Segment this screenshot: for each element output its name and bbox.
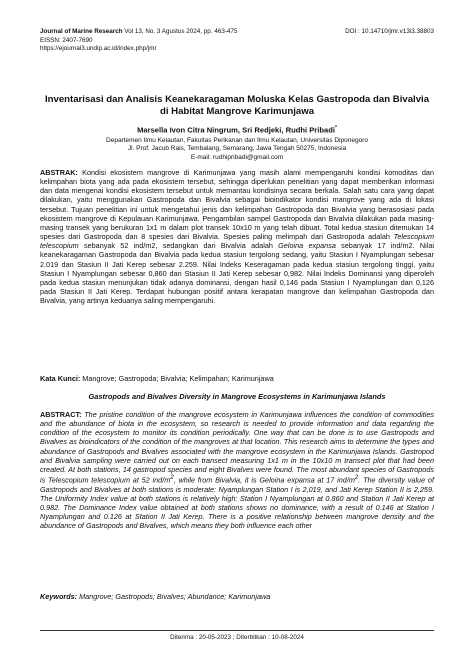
abstract-en-label: ABSTRACT: [40, 410, 82, 419]
keywords-en-label: Keywords: [40, 592, 78, 601]
doi[interactable]: DOI : 10.14710/jmr.v13i3.38803 [345, 28, 434, 35]
abstract-id-species-2: Geloina expansa [278, 241, 336, 251]
affiliation [40, 137, 434, 162]
affiliation-department: Departemen Ilmu Kelautan, Fakultas Perikanan dan Ilmu Kelautan, Universitas Diponegoro [106, 137, 368, 144]
abstract-en-superscript-1: 2 [170, 475, 174, 482]
abstract-indonesian [40, 168, 434, 305]
keywords-indonesian [40, 374, 434, 383]
affiliation-address: Jl. Prof. Jacub Rais, Tembalang, Semarang, Jawa Tengah 50275, Indonesia [127, 145, 347, 153]
abstract-id-text-3: sebanyak 17 ind/m2. Nilai keanekaragaman Gastropoda dan Bivalvia pada kedua stasiun tergolong sedang, yaitu Stasiun I Nyamplungan sebesar 2.019 dan Stasiun II Jati Kerep sebesar 2.259. Nilai Indeks Keseragaman pada kedua stasiun tergolong tinggi, yaitu Stasiun I Nyamplungan sebesar 0,860 dan Stasiun II Jati Kerep sebesar 0,982. Nilai Indeks Dominansi yang diperoleh pada kedua stasiun menunjukan tidak adanya dominansi, dengan hasil 0,146 pada Stasiun I Nyamplungan dan 0,126 pada Stasiun II Jati Kerep. Terdapat hubungan positif antara kerapatan mangrove dan kelimpahan Gastropoda dan Bivalvia, yang artinya keduanya saling mempengaruhi. [40, 241, 434, 306]
abstract-id-species-1: Telescopium telescopium [40, 232, 434, 251]
journal-citation [40, 28, 237, 37]
keywords-english [40, 592, 434, 601]
article-title: Inventarisasi dan Analisis Keanekaragaman Moluska Kelas Gastropoda dan Bivalvia di Habitat Mangrove Karimunjawa [44, 94, 430, 117]
corresponding-author-mark: * [334, 125, 337, 131]
abstract-english [40, 410, 434, 530]
keywords-id-label: Kata Kunci: [40, 374, 81, 383]
footer-divider [40, 630, 434, 631]
journal-header [40, 28, 237, 54]
english-title: Gastropods and Bivalves Diversity in Mangrove Ecosystems in Karimunjawa Islands [88, 392, 386, 401]
abstract-id-label: ABSTRAK: [40, 168, 78, 177]
journal-issue: Vol 13, No. 3 Agustus 2024, pp. 463-475 [122, 28, 238, 35]
abstract-id-text-1: Kondisi ekosistem mangrove di Karimunjawa yang masih alami mempengaruhi kondisi komoditas dan kelimpahan biota yang ada pada ekosistem tersebut, sehingga diperlukan penelitian yang dapat memberikan informasi dan data mengenai kondisi ekosistem tersebut untuk memantau kondisinya secara berkala. Salah satu cara yang dapat dilakukan, yaitu menggunakan Gastropoda dan Bivalvia sebagai bioindikator kondisi mangrove yang ada di lokasi tersebut. Tujuan penelitian ini untuk mengetahui jenis dan kelimpahan Gastropoda dan Bivalvia yang berasosiasi pada ekosistem mangrove di Kepulauan Karimunjawa. Pengambilan sampel Gastropoda dan Bivalvia dilakukan pada masing-masing transek yang berukuran 1x1 m dalam plot transek 10x10 m yang telah dibuat. Total kedua stasiun ditemukan 14 spesies dari Gastropoda dan 8 spesies dari Bivalvia. Spesies paling melimpah dari Gastropoda adalah [40, 168, 434, 242]
authors-text: Marsella Ivon Citra Ningrum, Sri Redjeki, Rudhi Pribadi [137, 125, 335, 135]
abstract-en-text-1: The pristine condition of the mangrove ecosystem in Karimunjawa influences the condition of commodities and the abundance of biota in the ecosystem, so research is needed to provide information and data regarding the condition of the ecosystem to monitor its condition periodically. One way that can be done is to use Gastropods and Bivalves as bioindicators of the condition of the mangroves at that location. This research aims to determine the types and abundance of Gastropods and Bivalves associated with the mangrove ecosystem in the Karimunjawa Islands. Gastropod and Bivalvia sampling were carried out on each transect measuring 1x1 m in the 10x10 m transect plot that had been created. At both stations, 14 gastropod species and eight Bivalves were found. The most abundant species of Gastropods is Telescopium telescopium at 52 ind/m [40, 410, 434, 485]
abstract-id-text-2: sebanyak 52 ind/m2, sedangkan dari Bivalvia adalah [78, 241, 279, 251]
author-list [40, 124, 434, 135]
journal-eissn: EISSN: 2407-7690 [40, 36, 93, 44]
keywords-id-text: Mangrove; Gastropoda; Bivalvia; Kelimpahan; Karimunjawa [80, 374, 274, 383]
keywords-en-text: Mangrove; Gastropods; Bivalves; Abundance; Karimunjawa [77, 592, 271, 601]
footer-dates: Diterima : 20-05-2023 ; Diterbitkan : 10-08-2024 [170, 634, 304, 641]
affiliation-email[interactable]: E-mail: rudhipribadi@gmail.com [190, 153, 284, 161]
abstract-en-superscript-2: 2 [354, 475, 359, 482]
journal-url[interactable]: https://ejournal3.undip.ac.id/index.php/jmr [40, 45, 157, 53]
abstract-en-text-2: , while from Bivalvia, it is Geloina expansa at 17 ind/m [173, 475, 355, 485]
journal-name: Journal of Marine Research [40, 28, 123, 35]
abstract-en-text-3: . The diversity value of Gastropods and Bivalves at both stations is moderate: Nyamplungan Station I is 2,019, and Jati Kerep Station II is 2,259. The Uniformity Index value at both stations is relatively high: Station I Nyamplungan at 0.860 and Station II Jati Kerep at 0.982. The Dominance Index value obtained at both stations shows no dominance, with a result of 0.146 at Station I Nyamplungan and 0.126 at Station II Jati Kerep. There is a positive relationship between mangrove density and the abundance of Gastropods and Bivalves, which means they both influence each other [40, 475, 434, 531]
